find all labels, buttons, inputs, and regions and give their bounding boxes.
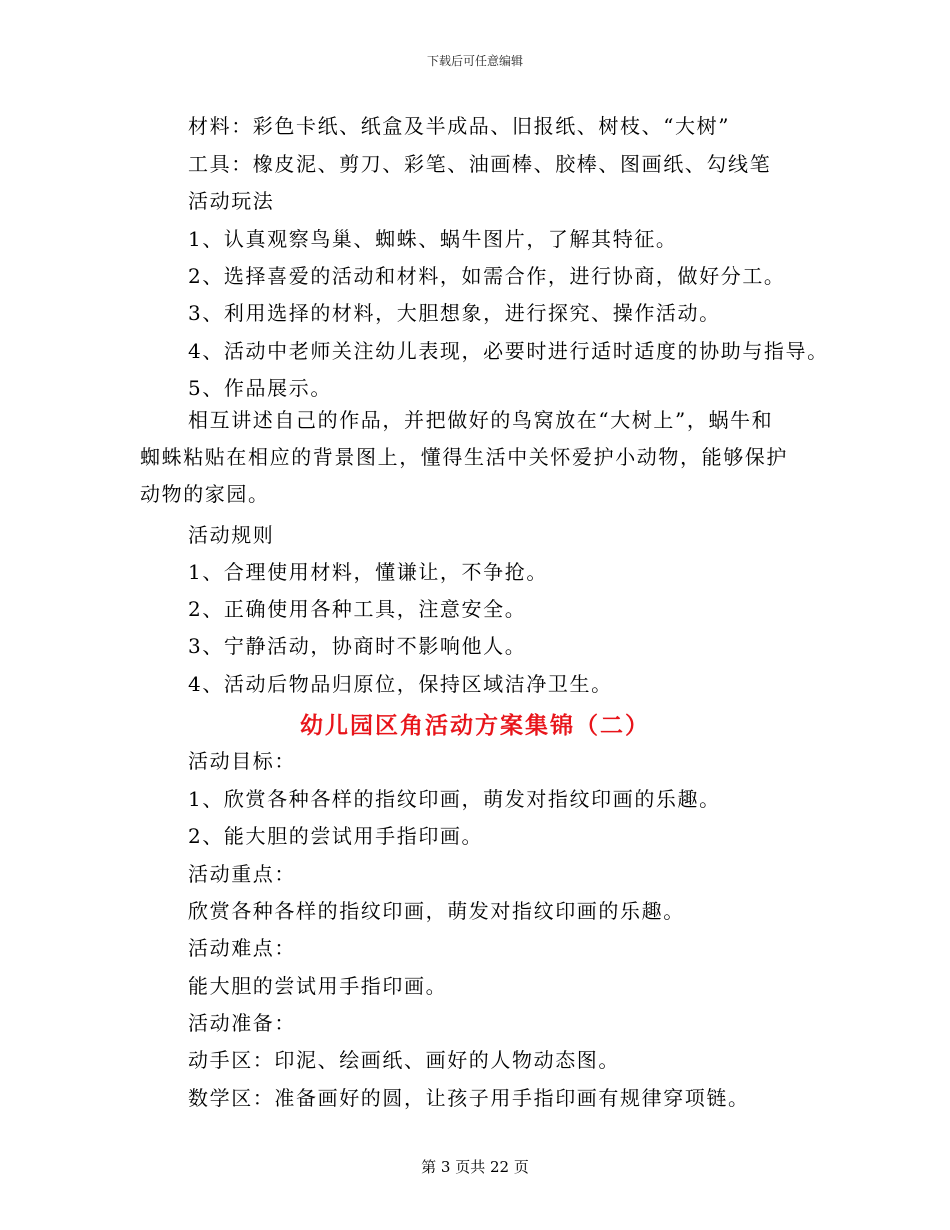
heading-key-point: 活动重点： (188, 862, 296, 886)
list-item: 3、利用选择的材料，大胆想象，进行探究、操作活动。 (188, 301, 721, 325)
body-paragraph (140, 402, 820, 513)
paragraph-line: 蜘蛛粘贴在相应的背景图上，懂得生活中关怀爱护小动物，能够保护 (140, 445, 788, 469)
text-line: 欣赏各种各样的指纹印画，萌发对指纹印画的乐趣。 (188, 899, 685, 923)
list-item: 1、欣赏各种各样的指纹印画，萌发对指纹印画的乐趣。 (188, 787, 721, 811)
heading-preparation: 活动准备： (188, 1011, 296, 1035)
list-item: 1、合理使用材料，懂谦让，不争抢。 (188, 560, 548, 584)
heading-play: 活动玩法 (188, 189, 275, 213)
heading-goals: 活动目标： (188, 749, 296, 773)
list-item: 1、认真观察鸟巢、蜘蛛、蜗牛图片，了解其特征。 (188, 227, 678, 251)
paragraph-line: 动物的家园。 (140, 482, 270, 506)
paragraph-line: 相互讲述自己的作品，并把做好的鸟窝放在“大树上”，蜗牛和 (188, 408, 774, 432)
list-item: 4、活动中老师关注幼儿表现，必要时进行适时适度的协助与指导。 (188, 339, 829, 363)
text-line: 动手区：印泥、绘画纸、画好的人物动态图。 (188, 1048, 620, 1072)
list-item: 5、作品展示。 (188, 376, 332, 400)
list-item: 2、能大胆的尝试用手指印画。 (188, 824, 484, 848)
text-line: 数学区：准备画好的圆，让孩子用手指印画有规律穿项链。 (188, 1086, 750, 1110)
list-item: 4、活动后物品归原位，保持区域洁净卫生。 (188, 672, 613, 696)
list-item: 2、正确使用各种工具，注意安全。 (188, 597, 527, 621)
materials-line: 材料：彩色卡纸、纸盒及半成品、旧报纸、树枝、“大树” (188, 114, 731, 138)
heading-rules: 活动规则 (188, 523, 275, 547)
tools-line: 工具：橡皮泥、剪刀、彩笔、油画棒、胶棒、图画纸、勾线笔 (188, 152, 772, 176)
heading-difficulty: 活动难点： (188, 936, 296, 960)
list-item: 2、选择喜爱的活动和材料，如需合作，进行协商，做好分工。 (188, 264, 786, 288)
page-header: 下载后可任意编辑 (426, 54, 523, 68)
section-title: 幼儿园区角活动方案集锦（二） (300, 712, 650, 739)
text-line: 能大胆的尝试用手指印画。 (188, 974, 448, 998)
page-footer: 第 3 页共 22 页 (421, 1158, 529, 1176)
list-item: 3、宁静活动，协商时不影响他人。 (188, 634, 527, 658)
